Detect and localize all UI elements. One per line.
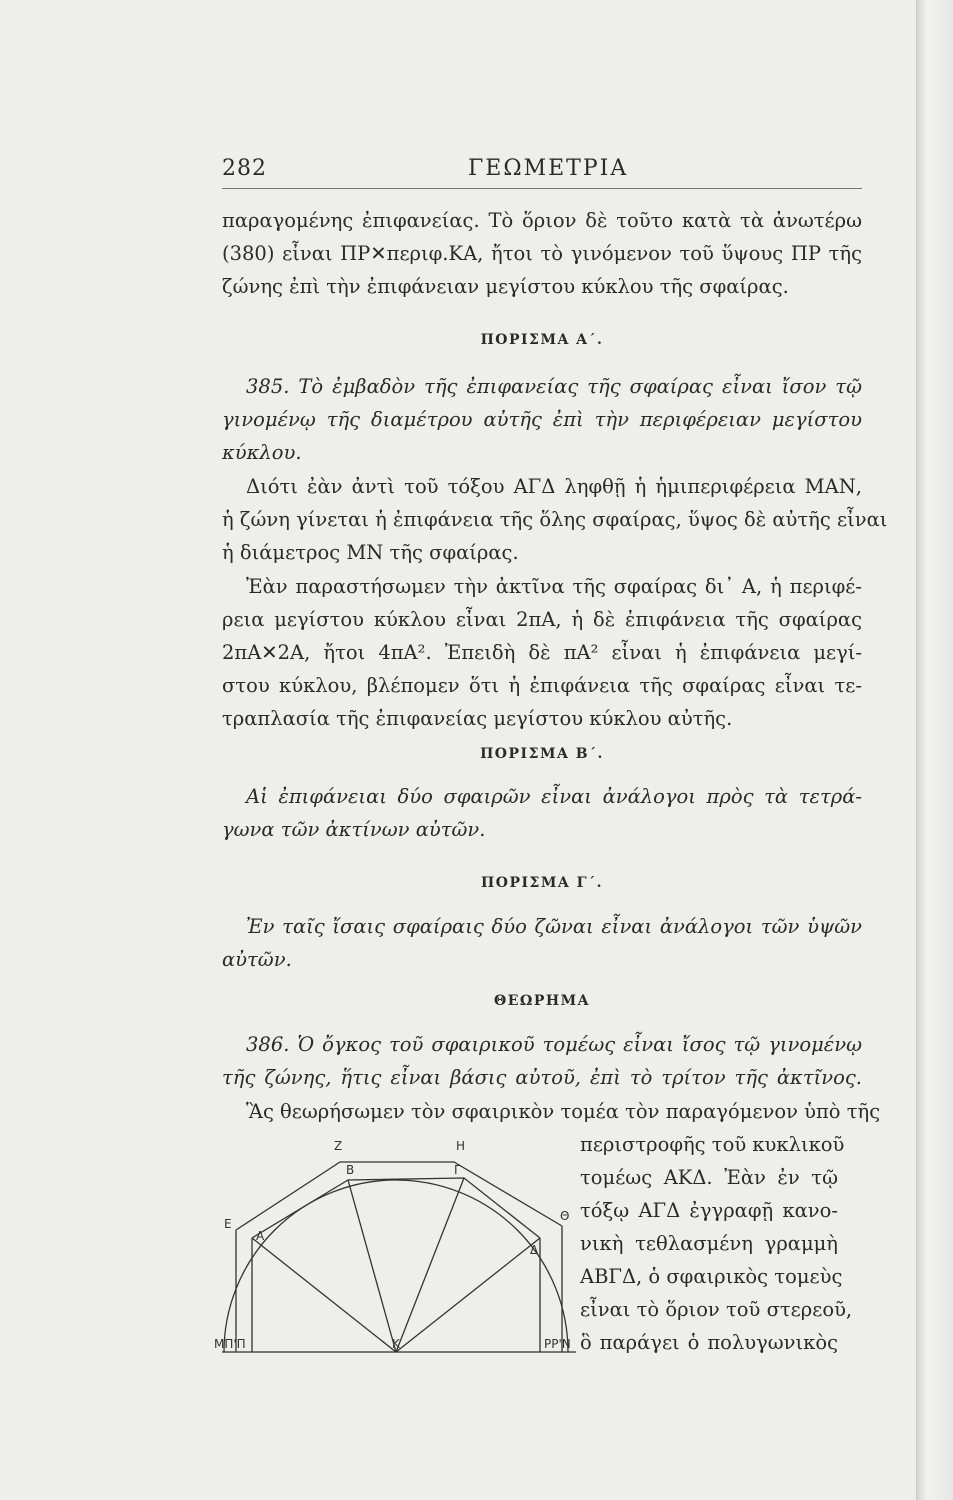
text-line: (380) εἶναι ΠΡ✕περιφ.ΚΑ, ἤτοι τὸ γινόμενον τοῦ ὕψους ΠΡ τῆς [222, 242, 862, 265]
page-number: 282 [222, 156, 267, 181]
sector-diagram [212, 1130, 584, 1360]
theorem-385-line: κύκλου. [222, 441, 302, 464]
corollary-c-line: αὐτῶν. [222, 948, 292, 971]
corollary-heading-c: ΠΟΡΙΣΜΑ Γ΄. [481, 875, 603, 891]
label-d: Δ [530, 1243, 539, 1257]
text-line: Ἃς θεωρήσωμεν τὸν σφαιρικὸν τομέα τὸν παραγόμενον ὑπὸ τῆς [246, 1100, 881, 1123]
text-line: 2πΑ✕2Α, ἤτοι 4πΑ². Ἐπειδὴ δὲ πΑ² εἶναι ἡ ἐπιφάνεια μεγί- [222, 641, 862, 664]
theorem-386-line: 386. Ὁ ὄγκος τοῦ σφαιρικοῦ τομέως εἶναι ἴσος τῷ γινομένῳ [246, 1033, 862, 1056]
text-line: Ἐὰν παραστήσωμεν τὴν ἀκτῖνα τῆς σφαίρας δι᾽ Α, ἡ περιφέ- [246, 575, 862, 598]
label-e: E [224, 1217, 232, 1231]
running-title: ΓΕΩΜΕΤΡΙΑ [468, 156, 629, 181]
text-line: ὃ παράγει ὁ πολυγωνικὸς [580, 1331, 838, 1354]
corollary-b-line: γωνα τῶν ἀκτίνων αὐτῶν. [222, 818, 486, 841]
label-h: H [456, 1139, 466, 1153]
label-a: A [256, 1229, 265, 1243]
text-line: ΑΒΓΔ, ὁ σφαιρικὸς τομεὺς [580, 1265, 843, 1288]
label-z: Z [334, 1139, 343, 1153]
text-line: Διότι ἐὰν ἀντὶ τοῦ τόξου ΑΓΔ ληφθῇ ἡ ἡμιπεριφέρεια ΜΑΝ, [246, 475, 862, 498]
text-line: τομέως ΑΚΔ. Ἐὰν ἐν τῷ [580, 1166, 838, 1189]
label-ppn: ΡΡ'Ν [544, 1337, 571, 1351]
label-mpp: ΜΠ'Π [214, 1337, 246, 1351]
theorem-386-line: τῆς ζώνης, ἥτις εἶναι βάσις αὐτοῦ, ἐπὶ τὸ τρίτον τῆς ἀκτῖνος. [222, 1066, 862, 1089]
radius-kb [348, 1180, 396, 1352]
text-line: νικὴ τεθλασμένη γραμμὴ [580, 1232, 838, 1255]
label-k: Κ [392, 1337, 400, 1351]
text-line: τραπλασία τῆς ἐπιφανείας μεγίστου κύκλου αὐτῆς. [222, 707, 733, 730]
text-line: παραγομένης ἐπιφανείας. Τὸ ὅριον δὲ τοῦτο κατὰ τὰ ἀνωτέρω [222, 209, 862, 232]
text-line: ἡ ζώνη γίνεται ἡ ἐπιφάνεια τῆς ὅλης σφαίρας, ὕψος δὲ αὐτῆς εἶναι [222, 508, 888, 531]
theorem-385-line: 385. Τὸ ἐμβαδὸν τῆς ἐπιφανείας τῆς σφαίρας εἶναι ἴσον τῷ [246, 375, 862, 398]
semicircle-arc [224, 1180, 568, 1352]
text-line: περιστροφῆς τοῦ κυκλικοῦ [580, 1133, 845, 1156]
sector-diagram-svg [212, 1130, 584, 1360]
text-line: τόξῳ ΑΓΔ ἐγγραφῇ κανο- [580, 1199, 838, 1222]
text-line: στου κύκλου, βλέπομεν ὅτι ἡ ἐπιφάνεια τῆς σφαίρας εἶναι τε- [222, 674, 862, 697]
corollary-heading-a: ΠΟΡΙΣΜΑ Α΄. [480, 332, 604, 348]
text-line: ζώνης ἐπὶ τὴν ἐπιφάνειαν μεγίστου κύκλου τῆς σφαίρας. [222, 275, 789, 298]
theorem-heading: ΘΕΩΡΗΜΑ [494, 993, 590, 1009]
radius-ka [252, 1238, 396, 1352]
label-b: B [346, 1163, 355, 1177]
label-theta: Θ [560, 1209, 570, 1223]
page-header [222, 152, 862, 189]
corollary-b-line: Αἱ ἐπιφάνειαι δύο σφαιρῶν εἶναι ἀνάλογοι πρὸς τὰ τετρά- [246, 785, 862, 808]
text-line: εἶναι τὸ ὅριον τοῦ στερεοῦ, [580, 1298, 853, 1321]
theorem-385-line: γινομένῳ τῆς διαμέτρου αὐτῆς ἐπὶ τὴν περιφέρειαν μεγίστου [222, 408, 862, 431]
corollary-heading-b: ΠΟΡΙΣΜΑ Β΄. [480, 746, 604, 762]
text-line: ρεια μεγίστου κύκλου εἶναι 2πΑ, ἡ δὲ ἐπιφάνεια τῆς σφαίρας [222, 608, 862, 631]
text-line: ἡ διάμετρος ΜΝ τῆς σφαίρας. [222, 541, 519, 564]
page-edge [916, 0, 953, 1500]
label-g: Γ [454, 1163, 461, 1177]
tangent-polyline [236, 1162, 562, 1230]
corollary-c-line: Ἐν ταῖς ἴσαις σφαίραις δύο ζῶναι εἶναι ἀνάλογοι τῶν ὑψῶν [246, 915, 862, 938]
